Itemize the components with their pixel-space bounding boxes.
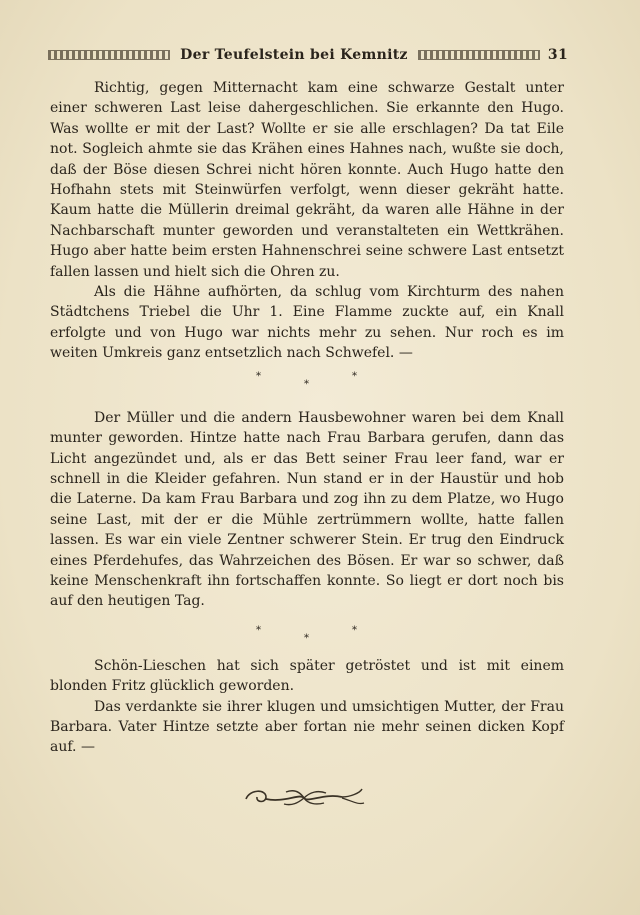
body-text (50, 78, 564, 758)
separator-star: * (304, 632, 309, 644)
paragraph: Der Müller und die andern Hausbewohner waren bei dem Knall munter geworden. Hintze hatte nach Frau Barbara gerufen, dann das Licht angezündet und, als er das Bett seiner Frau leer fand, war er schnell in die Kleider gefahren. Nun stand er in der Haustür und hob die Laterne. Da kam Frau Barbara und zog ihn zu dem Platze, wo Hugo seine Last, mit der er die Mühle zertrümmern wollte, hatte fallen lassen. Es war ein viele Zentner schwerer Stein. Er trug den Eindruck eines Pferdehufes, das Wahrzeichen des Bösen. Er war so schwer, daß keine Menschenkraft ihn fortschaffen konnte. So liegt er dort noch bis auf den heutigen Tag. (50, 409, 564, 610)
separator-star: * (256, 624, 261, 636)
paragraph: Richtig, gegen Mitternacht kam eine schwarze Gestalt unter einer schweren Last leise dahergeschlichen. Sie erkannte den Hugo. Was wollte er mit der Last? Wollte er sie alle erschlagen? Da tat Eile not. Sogleich ahmte sie das Krähen eines Hahnes nach, wußte sie doch, daß der Böse diesen Schrei nicht hören konnte. Auch Hugo hatte den Hofhahn stets mit Steinwürfen verfolgt, wenn dieser gekräht hatte. Kaum hatte die Müllerin dreimal gekräht, da waren alle Hähne in der Nachbarschaft munter geworden und veranstalteten ein Wettkrähen. Hugo aber hatte beim ersten Hahnenschrei seine schwere Last entsetzt fallen lassen und hielt sich die Ohren zu. (50, 80, 564, 280)
paragraph: Als die Hähne aufhörten, da schlug vom Kirchturm des nahen Städtchens Triebel die Uhr 1. Eine Flamme zuckte auf, ein Knall erfolgte und von Hugo war nichts mehr zu sehen. Nur roch es im weiten Umkreis ganz entsetzlich nach Schwefel. — (50, 284, 564, 362)
paragraph: Schön-Lieschen hat sich später getröstet und ist mit einem blonden Fritz glücklich geworden. (50, 657, 564, 695)
section-separator (50, 612, 564, 656)
running-header (48, 44, 568, 66)
section-separator (50, 364, 564, 408)
header-title: Der Teufelstein bei Kemnitz (180, 47, 408, 63)
separator-star: * (304, 378, 309, 390)
paragraph: Das verdankte sie ihrer klugen und umsichtigen Mutter, der Frau Barbara. Vater Hintze setzte aber fortan nie mehr seinen dicken Kopf auf. — (50, 698, 564, 756)
separator-star: * (352, 624, 357, 636)
header-ornament-right (418, 50, 540, 60)
separator-star: * (352, 370, 357, 382)
separator-star: * (256, 370, 261, 382)
header-ornament-left (48, 50, 170, 60)
page-number: 31 (547, 47, 568, 63)
colophon-ornament-icon (240, 783, 368, 813)
